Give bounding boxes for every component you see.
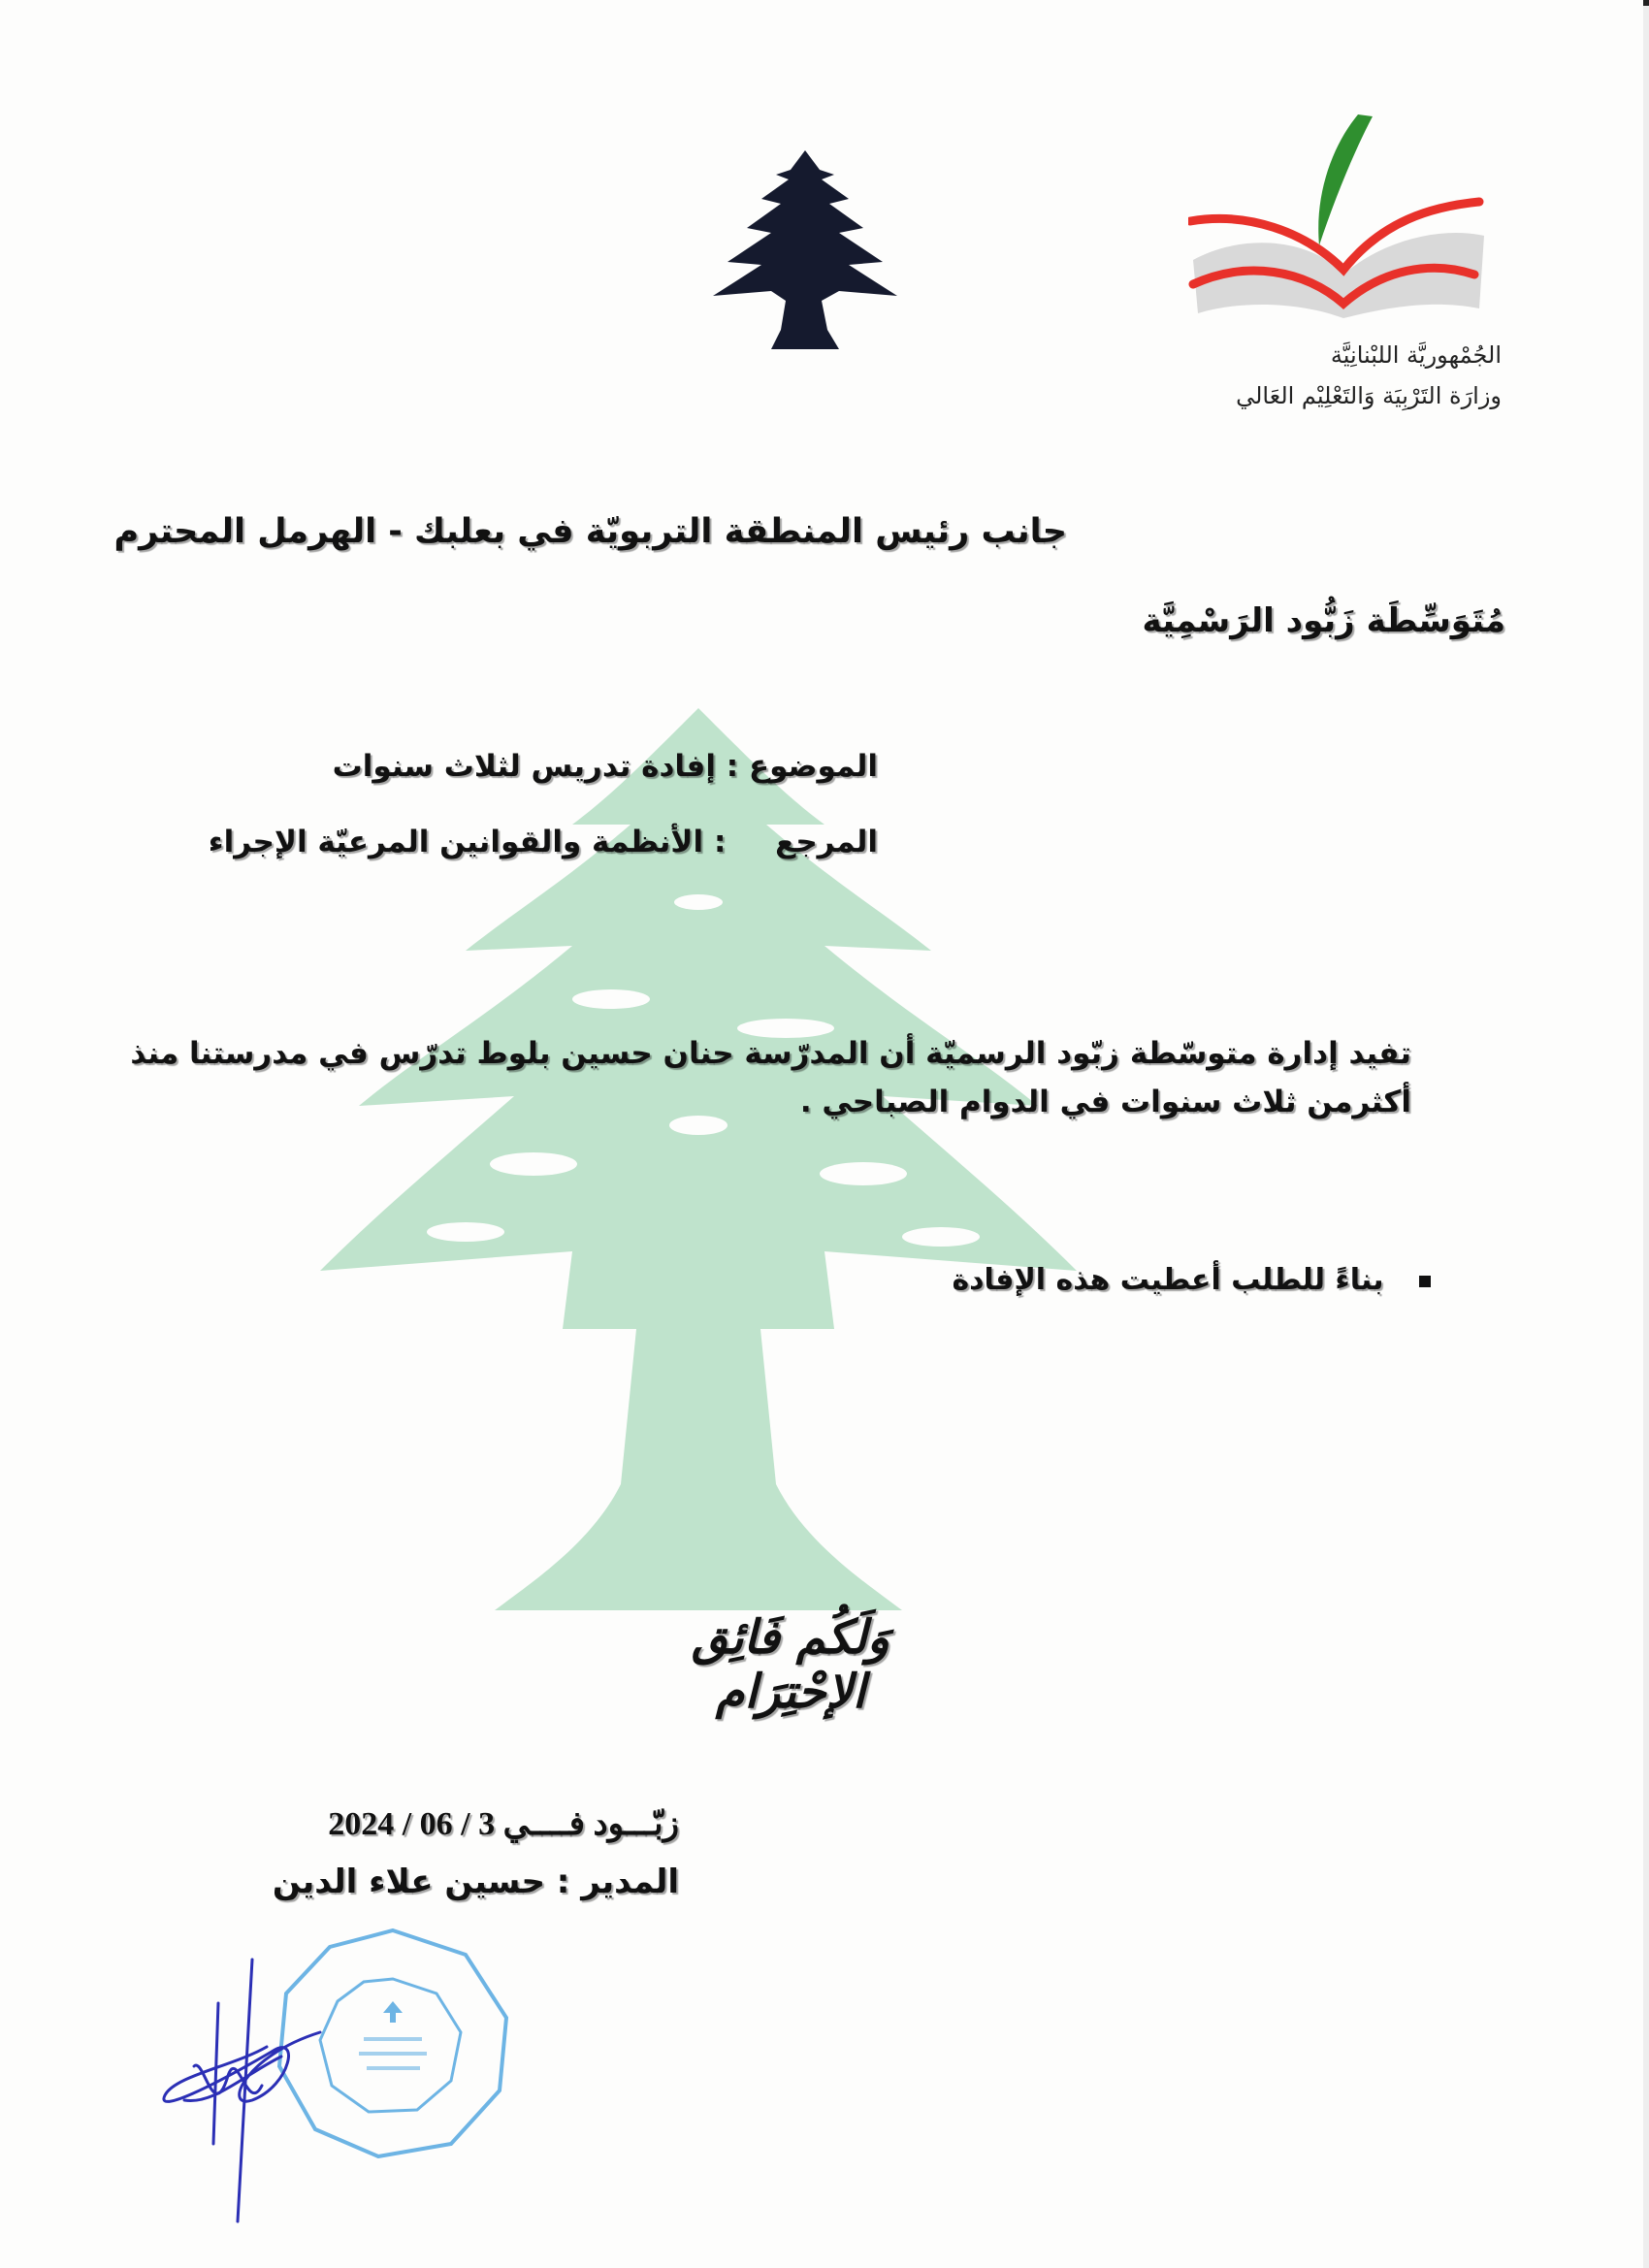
director-line: المدير : حسين علاء الدين — [272, 1863, 679, 1901]
scan-edge — [1643, 0, 1649, 2268]
body-line-1: تفيد إدارة متوسّطة زبّود الرسميّة أن المدرّسة حنان حسين بلوط تدرّس في مدرستنا منذ — [130, 1036, 1411, 1071]
square-bullet-icon — [1419, 1276, 1431, 1287]
subject-label: الموضوع : — [726, 749, 878, 784]
ministry-logo — [1188, 114, 1489, 328]
subject-line — [333, 749, 878, 784]
bullet-item — [952, 1263, 1431, 1297]
cedar-tree-icon — [703, 150, 907, 349]
bullet-text: بناءً للطلب أعطيت هذه الإفادة — [952, 1263, 1384, 1297]
school-name: مُتَوَسِّطَة زَبُّود الرَسْمِيَّة — [1142, 601, 1505, 640]
logo-ministry-text: وزارَة التَرْبِيَة وَالتَعْلِيْم العَالي — [1236, 382, 1502, 409]
closing-calligraphy: وَلَكُم فَائِق الإحْتِرَام — [692, 1610, 889, 1719]
reference-label: المرجع — [775, 825, 878, 859]
logo-republic-text: الجُمْهوريَّة اللبْنانِيَّة — [1330, 341, 1502, 369]
signature — [155, 1930, 330, 2231]
date-line: زبّـــود فــــي 3 / 06 / 2024 — [328, 1806, 679, 1842]
reference-line — [209, 825, 878, 859]
subject-value: إفادة تدريس لثلاث سنوات — [332, 749, 716, 784]
reference-value: : الأنظمة والقوانين المرعيّة الإجراء — [208, 825, 727, 859]
addressee-line: جانب رئيس المنطقة التربويّة في بعلبك - الهرمل المحترم — [113, 512, 1067, 551]
body-line-2: أكثرمن ثلاث سنوات في الدوام الصباحي . — [799, 1085, 1411, 1119]
